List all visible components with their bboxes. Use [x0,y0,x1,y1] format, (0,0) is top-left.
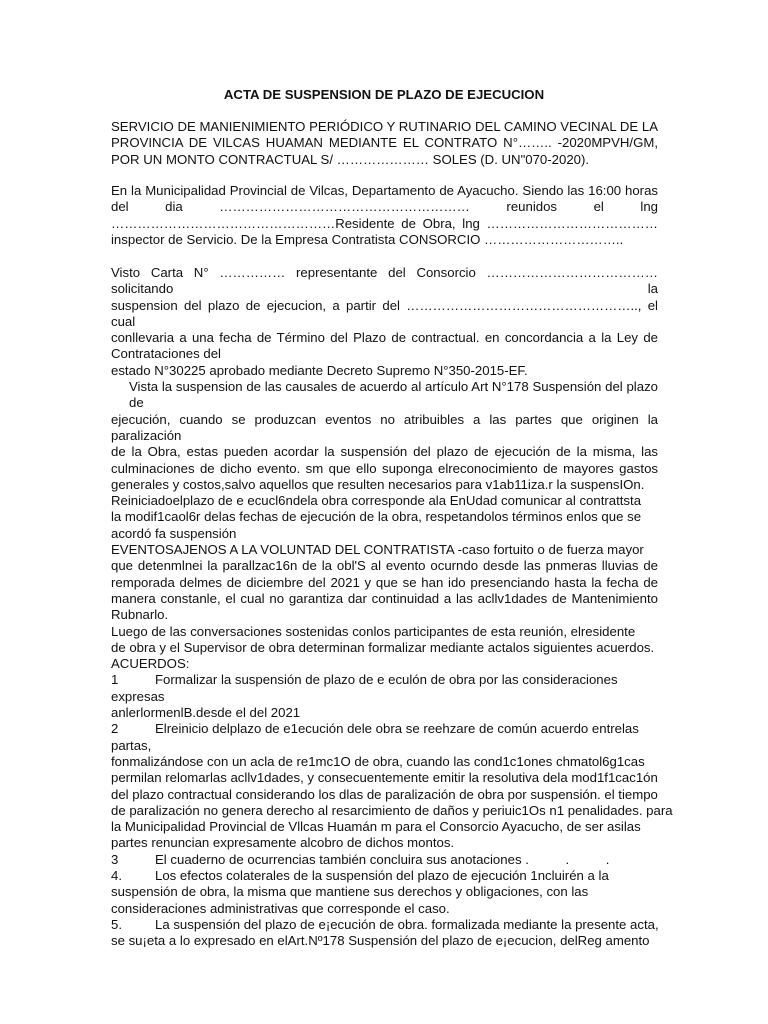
agreement-line: se su¡eta a lo expresado en elArt.Nº178 Suspensión del plazo de e¡ecucion, delReg amento [111,933,650,949]
acuerdos-heading: ACUERDOS: [111,656,190,672]
intro-paragraph: En la Municipalidad Provincial de Vilcas, Departamento de Ayacucho. Siendo las 16:00 horas del dia ………………………………………………… reunidos el lng ……………………………………………Residente de Obra, lng ………………………………… inspector de Servicio. De la Empresa Contratista CONSORCIO ………………………….. [111,183,658,247]
body-line: Luego de las conversaciones sostenidas conlos participantes de esta reunión, elresidente [111,623,636,639]
agreement-line: expresas [111,688,165,704]
agreement-number: 4. [111,867,122,883]
body-line: EVENTOSAJENOS A LA VOLUNTAD DEL CONTRATISTA -caso fortuito o de fuerza mayor [111,542,644,558]
agreement-4-line [111,868,658,884]
body-line: de obra y el Supervisor de obra determinan formalizar mediante actalos siguientes acuerdos. [111,639,655,655]
agreement-text: El cuaderno de ocurrencias también concluira sus anotaciones . . . [155,851,610,867]
agreement-5-line [111,917,658,933]
agreement-line: suspensión de obra, la misma que mantiene sus derechos y obligaciones, con las [111,884,589,900]
agreement-text: Formalizar la suspensión de plazo de e eculón de obra por las consideraciones [155,672,618,688]
body-line: suspension del plazo de ejecucion, a partir del …………………………………………….., el cual [111,297,658,329]
agreement-2-line [111,721,658,737]
body-line: Rubnarlo. [111,607,169,623]
body-line: Contrataciones del [111,346,221,362]
body-line: Vista la suspension de las causales de acuerdo al artículo Art N°178 Suspensión del plazo de [129,379,658,411]
agreement-number: 2 [111,721,119,737]
agreement-line: partas, [111,737,152,753]
body-line: manera constanle, el cual no garantiza dar continuidad a las acllv1dades de Mantenimiento [111,590,658,606]
body-line: que detenmlnei la parallzac16n de la obl'S al evento ocurndo desde las pnmeras lluvias de [111,558,658,574]
agreement-line: partes renuncian expresamente alcobro de dichos montos. [111,835,455,851]
body-line: Reiniciadoelplazo de e ecucl6ndela obra corresponde ala EnUdad comunicar al contrattsta [111,493,642,509]
document-title: ACTA DE SUSPENSION DE PLAZO DE EJECUCION [223,87,545,102]
agreement-text: Elreinicio delplazo de e1ecución dele obra se reehzare de común acuerdo entrelas [155,721,639,737]
body-line: ejecución, cuando se produzcan eventos no atribuibles a las partes que originen la paralización [111,411,658,443]
agreement-line: anlerlormenlB.desde el del 2021 [111,705,301,721]
agreement-number: 5. [111,916,122,932]
agreement-text: Los efectos colaterales de la suspensión del plazo de ejecución 1ncluirén a la [155,867,609,883]
body-line: la modif1caol6r delas fechas de ejecución de la obra, respetandolos términos enlos que se [111,509,642,525]
agreement-line: fonmalizándose con un acla de re1mc1O de obra, cuando las cond1c1ones chmatol6g1cas [111,753,645,769]
agreement-line: del plazo contractual considerando los dlas de paralización de obra por suspensión. el tiempo [111,786,658,802]
body-line: de la Obra, estas pueden acordar la suspensión del plazo de ejecución de la misma, las [111,444,658,460]
body-line: acordó fa suspensión [111,525,237,541]
service-paragraph: SERVICIO DE MANIENIMIENTO PERIÓDICO Y RUTINARIO DEL CAMINO VECINAL DE LA PROVINCIA DE VILCAS HUAMAN MEDIANTE EL CONTRATO N°…….. -2020MPVH/GM, POR UN MONTO CONTRACTUAL S/ ………………… SOLES (D. UN"070-2020). [111,119,658,167]
agreement-line: la Municipalidad Provincial de Vllcas Huamán m para el Consorcio Ayacucho, de ser asilas [111,819,641,835]
agreement-3-line [111,852,658,868]
body-line: Visto Carta N° …………… representante del Consorcio …………………………………solicitando la [111,265,658,297]
body-text [111,265,673,949]
body-line: generales y costos,salvo aquellos que resulten necesarios para v1ab11iza.r la suspensIOn. [111,476,645,492]
body-line: conllevaria a una fecha de Término del Plazo de contractual. en concordancia a la Ley de [111,330,658,346]
agreement-line: consideraciones administrativas que corresponde el caso. [111,900,450,916]
agreement-number: 1 [111,672,119,688]
agreement-line: de paralización no genera derecho al resarcimiento de daños y periuic1Os n1 penalidades. para [111,802,673,818]
agreement-1-line [111,672,658,688]
body-line: remporada delmes de diciembre del 2021 y que se han ido presenciando hasta la fecha de [111,574,658,590]
agreement-text: La suspensión del plazo de e¡ecución de obra. formalizada mediante la presente acta, [155,916,659,932]
body-line: estado N°30225 aprobado mediante Decreto Supremo N°350-2015-EF. [111,362,528,378]
agreement-line: permilan relomarlas acllv1dades, y consecuentemente emitir la resolutiva dela mod1f1cac1ón [111,770,658,786]
agreement-number: 3 [111,851,119,867]
body-line: culminaciones de dicho evento. sm que ello suponga elreconocimiento de mayores gastos [111,460,658,476]
